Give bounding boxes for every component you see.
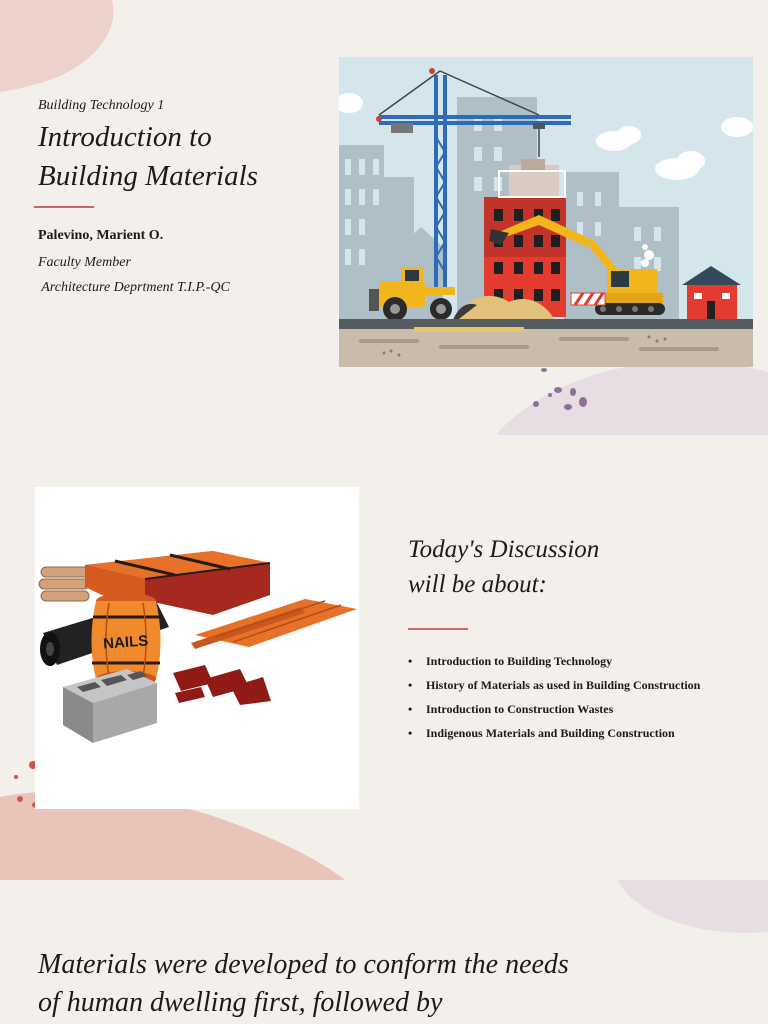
barrel-label: NAILS — [102, 632, 149, 653]
slide-title-text — [38, 118, 328, 196]
list-item — [406, 725, 706, 741]
decor-blob-right — [618, 880, 768, 940]
author-role: Faculty Member — [38, 255, 131, 270]
bullet-icon: • — [408, 726, 413, 740]
title-line-2: Building Materials — [38, 160, 258, 192]
decor-blob-top-left — [0, 0, 120, 95]
intro-statement — [38, 946, 738, 1022]
bullet-icon: • — [408, 654, 413, 668]
construction-illustration — [339, 57, 753, 367]
bullet-icon: • — [408, 702, 413, 716]
list-item — [406, 701, 706, 717]
heading-line-2: will be about: — [408, 571, 547, 598]
course-subtitle: Building Technology 1 — [38, 98, 165, 113]
list-item-text: History of Materials as used in Building Construction — [426, 678, 701, 692]
decor-dots — [528, 362, 598, 417]
list-item-text: Indigenous Materials and Building Construction — [426, 726, 675, 740]
bullet-icon: • — [408, 678, 413, 692]
list-item — [406, 653, 706, 669]
heading-accent-line — [408, 628, 468, 630]
slide-discussion — [0, 440, 768, 880]
slide-title — [0, 0, 768, 440]
author-name: Palevino, Marient O. — [38, 228, 164, 243]
building-materials-illustration — [35, 487, 359, 809]
discussion-heading — [408, 532, 708, 602]
topic-list — [406, 653, 706, 749]
title-line-1: Introduction to — [38, 121, 212, 153]
list-item-text: Introduction to Construction Wastes — [426, 702, 614, 716]
heading-line-1: Today's Discussion — [408, 536, 600, 563]
author-department: Architecture Deprtment T.I.P.-QC — [38, 280, 230, 295]
statement-line-2: of human dwelling first, followed by — [38, 987, 443, 1018]
title-accent-line — [34, 206, 94, 208]
slide-quote — [0, 880, 768, 1024]
statement-line-1: Materials were developed to conform the needs — [38, 949, 569, 980]
list-item — [406, 677, 706, 693]
list-item-text: Introduction to Building Technology — [426, 654, 613, 668]
